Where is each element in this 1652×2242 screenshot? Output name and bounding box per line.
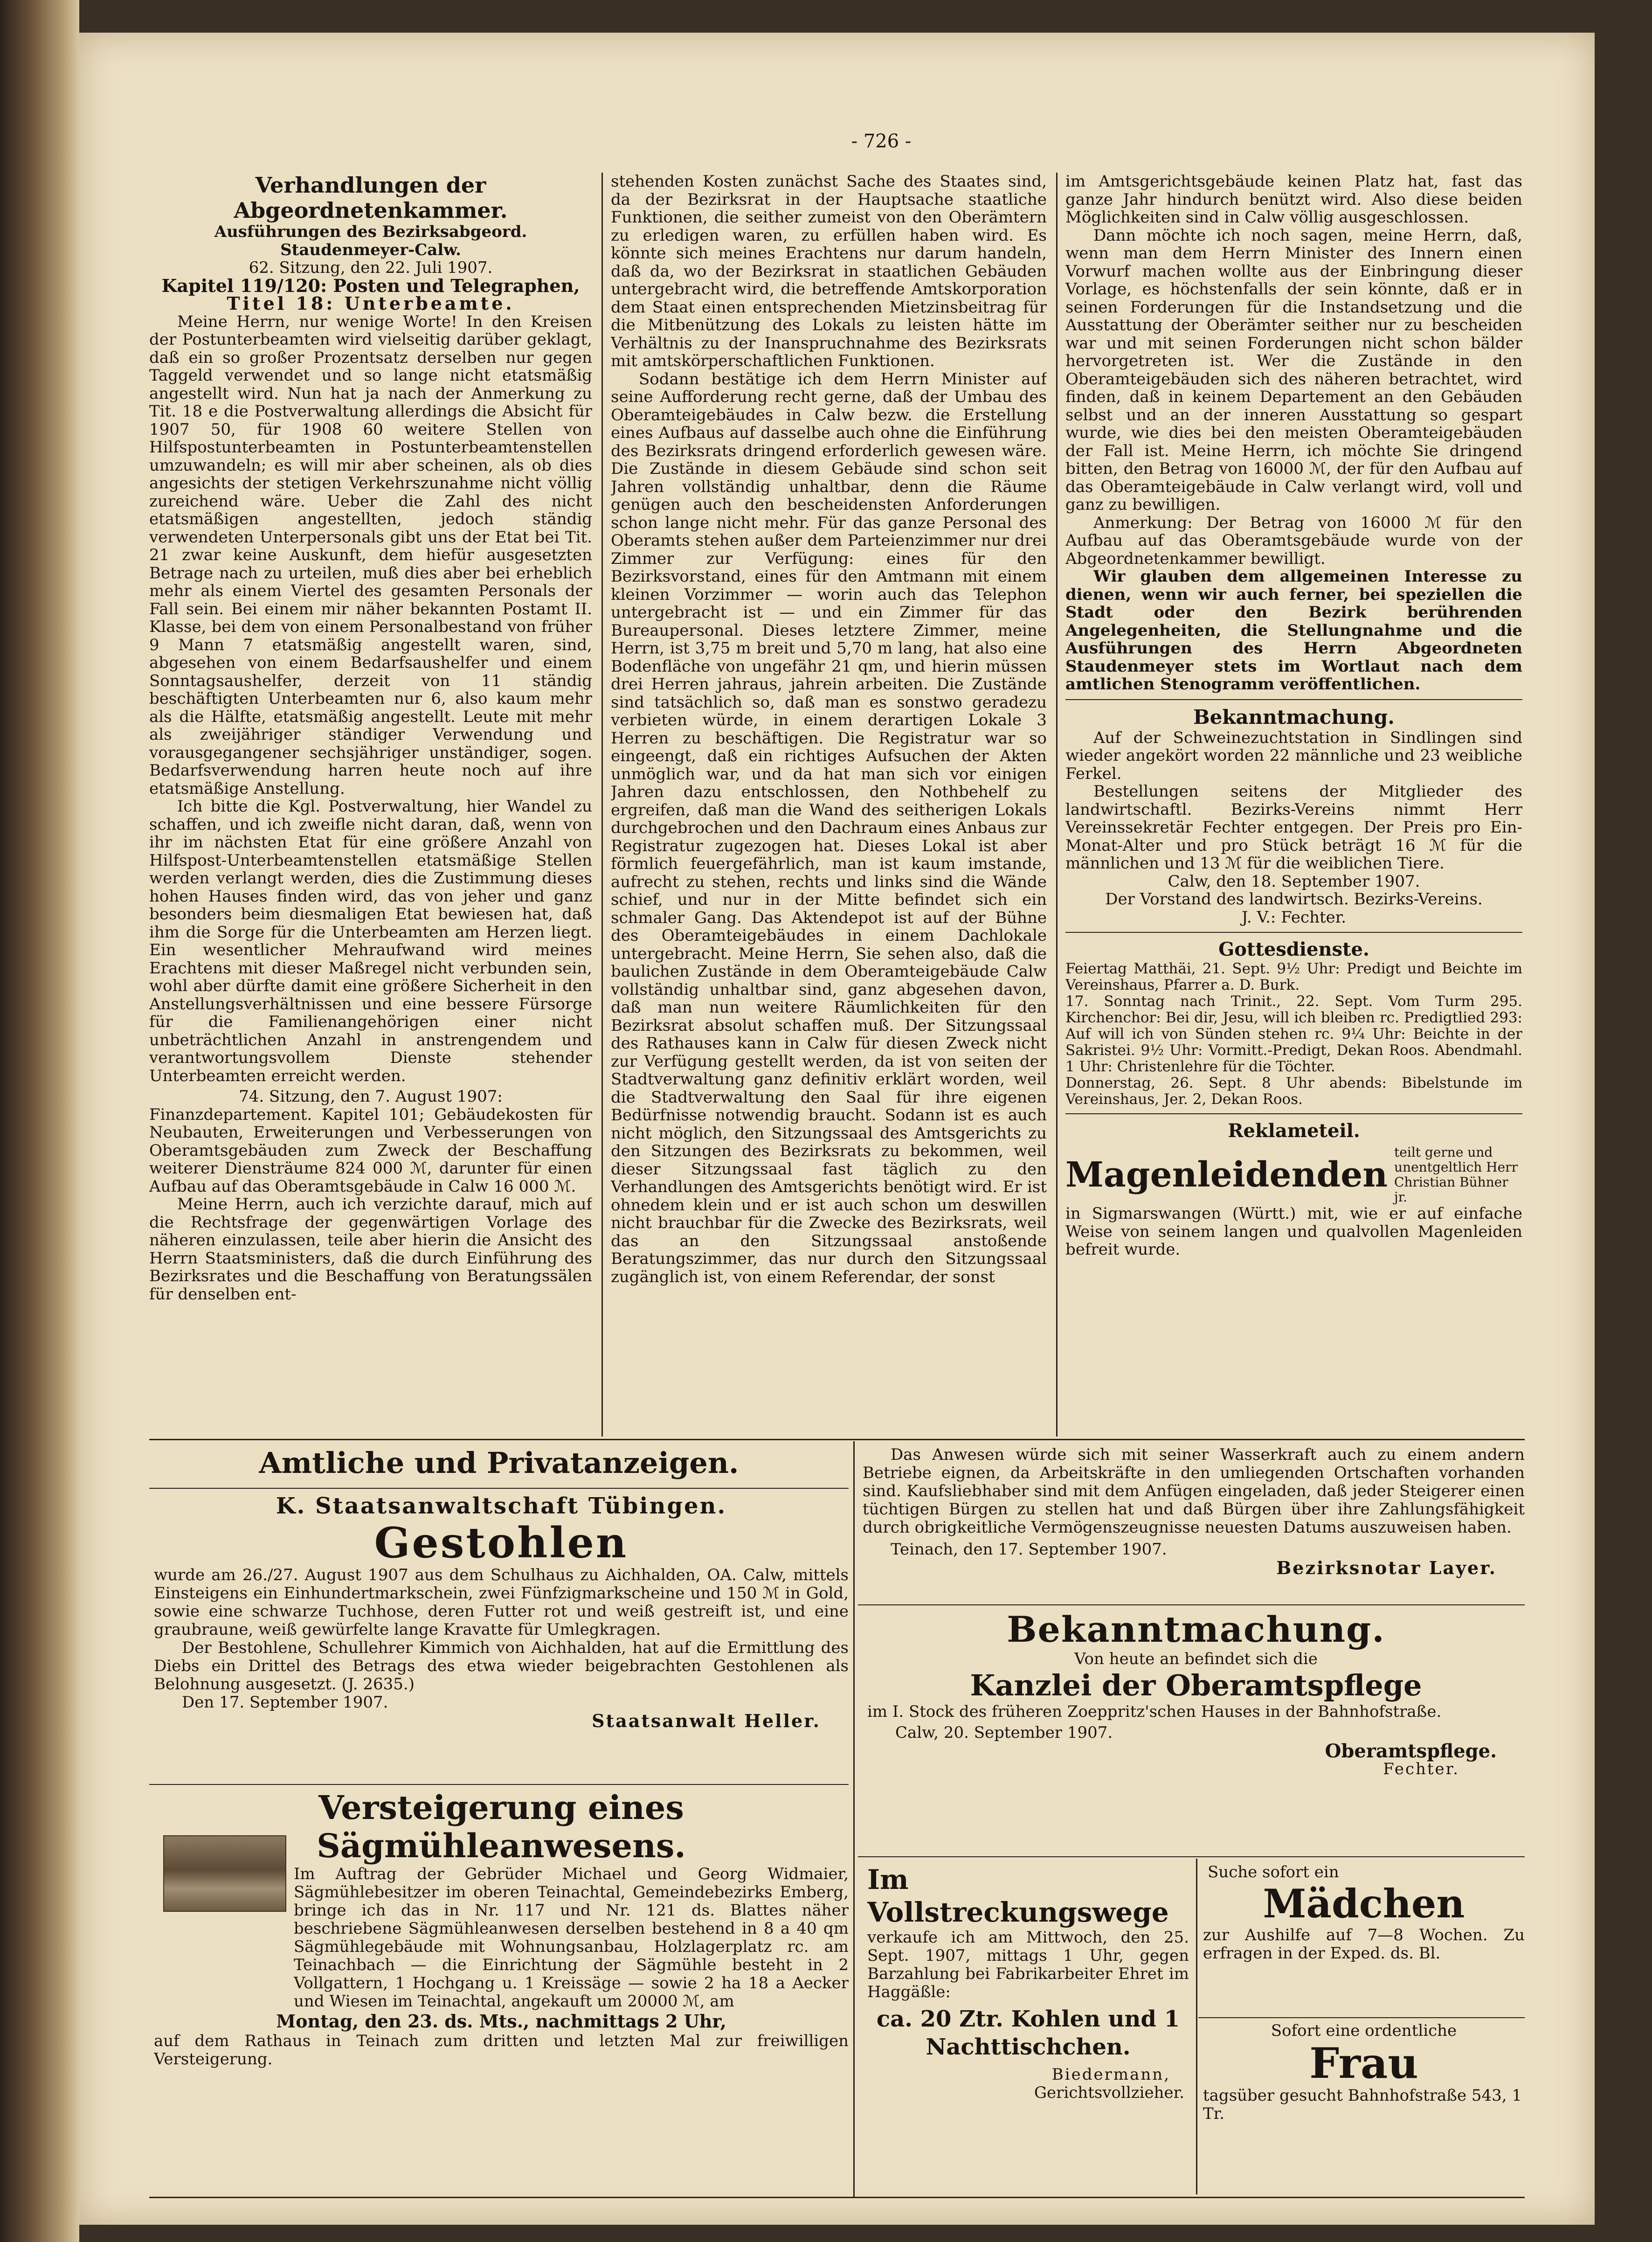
article-heading: Verhandlungen der Abgeordnetenkammer.	[234, 173, 508, 223]
paragraph: in Sigmarswangen (Württ.) mit, wie er auf einfache Weise von seinem langen und qualvollen Magenleiden befreit wurde.	[1065, 1204, 1522, 1259]
paragraph: zur Aushilfe auf 7—8 Wochen. Zu erfragen in der Exped. ds. Bl.	[1203, 1926, 1525, 1963]
session-line: 74. Sitzung, den 7. August 1907:	[239, 1087, 503, 1106]
paragraph: im Amtsgerichtsgebäude keinen Platz hat, fast das ganze Jahr hindurch benützt wird. Also diese beiden Möglichkeiten sind in Calw völlig ausgeschlossen.	[1065, 173, 1522, 227]
paragraph: wurde am 26./27. August 1907 aus dem Schulhaus zu Aichhalden, OA. Calw, mittels Einsteigens ein Einhundertmarkschein, zwei Fünfzigmarkscheine und 150 ℳ in Gold, sowie eine schwarze Tuchhose, deren Futter rot und weiß gestreift ist, und eine graubraune, weiß gewürfelte lange Kravatte für Umlegkragen.	[154, 1566, 849, 1639]
column-2	[611, 173, 1047, 1441]
advert-big: Frau	[1309, 2039, 1418, 2088]
advert-title: Bekanntmachung.	[1007, 1609, 1385, 1650]
advert-line: Von heute an befindet sich die	[1074, 1650, 1318, 1668]
advert-title: Im Vollstreckungswege	[867, 1864, 1169, 1928]
advert-signature: Bezirksnotar Layer.	[1276, 1557, 1497, 1578]
paragraph: Der Bestohlene, Schullehrer Kimmich von Aichhalden, hat auf die Ermittlung des Diebs ein Drittel des Betrags des etwa wieder beigebrachten Gestohlenen als Belohnung ausgesetzt. (J. 2635.)	[154, 1638, 849, 1694]
advert-maedchen	[1203, 1863, 1525, 2017]
column-1	[149, 173, 592, 1441]
note: Anmerkung: Der Betrag von 16000 ℳ für den Aufbau auf das Oberamtsgebäude wurde von der Abgeordnetenkammer bewilligt.	[1065, 513, 1522, 568]
chapter-line: Kapitel 119/120: Posten und Telegraphen,	[161, 275, 580, 296]
divider	[149, 1488, 849, 1489]
divider	[149, 1784, 849, 1785]
column-3	[1065, 173, 1522, 1441]
paragraph: Bestellungen seitens der Mitglieder des landwirtschaftl. Bezirks-Vereins nimmt Herr Vereinssekretär Fechter entgegen. Der Preis pro Ein-Monat-Alter und pro Stück beträgt 16 ℳ für die männlichen und 13 ℳ für die weiblichen Tiere.	[1065, 782, 1522, 873]
article-subheading: Ausführungen des Bezirksabgeord. Staudenmeyer-Calw.	[214, 222, 527, 259]
paragraph: Dann möchte ich noch sagen, meine Herrn, daß, wenn man dem Herrn Minister des Innern einen Vorwurf machen wollte aus der Einbringung dieser Vorlage, es höchstenfalls der sein könnte, daß er in seinen Forderungen für die Instandsetzung und die Ausstattung der Oberämter seither nur zu bescheiden war und mit seinen Forderungen nicht schon bälder hervorgetreten ist. Wer die Zustände in den Oberamteigebäuden sich des näheren betrachtet, wird finden, daß in keinem Departement an den Gebäuden selbst und an der inneren Ausstattung so gespart wurde, wie dies bei den meisten Oberamteigebäuden der Fall ist. Meine Herrn, ich möchte Sie dringend bitten, den Betrag von 16000 ℳ, der für den Aufbau auf das Oberamteigebäude in Calw verlangt wird, voll und ganz zu bewilligen.	[1065, 226, 1522, 514]
ads-column-rule	[853, 1441, 855, 2197]
advert-kanzlei	[867, 1609, 1525, 1852]
notice-date: Calw, den 18. September 1907.	[1168, 872, 1420, 891]
section-rule	[149, 1439, 1525, 1440]
advert-magenleidenden	[1065, 1145, 1522, 1205]
notice-signature: J. V.: Fechter.	[1241, 908, 1347, 927]
advert-big: Kanzlei der Oberamtspflege	[970, 1668, 1422, 1702]
ads-header: Amtliche und Privatanzeigen.	[259, 1446, 739, 1480]
paragraph: tagsüber gesucht Bahnhofstraße 543, 1 Tr.	[1203, 2086, 1522, 2123]
advert-org: K. Staatsanwaltschaft Tübingen.	[276, 1493, 727, 1519]
advert-frau	[1203, 2022, 1525, 2194]
advert-anwesen	[863, 1446, 1525, 1600]
advert-section-title: Reklameteil.	[1228, 1120, 1360, 1142]
divider	[1065, 699, 1522, 700]
paragraph: Meine Herrn, nur wenige Worte! In den Kreisen der Postunterbeamten wird vielseitig darüber geklagt, daß ein so großer Prozentsatz derselben nur gegen Taggeld verwendet und so lange nicht etatsmäßig angestellt wird. Nun hat ja nach der Anmerkung zu Tit. 18 e die Postverwaltung allerdings die Absicht für 1907 50, für 1908 60 weitere Stellen von Hilfspostunterbeamten in Postunterbeamtenstellen umzuwandeln; es will mir aber scheinen, als ob dies angesichts der stetigen Verkehrszunahme nicht völlig zureichend wäre. Ueber die Zahl des nicht etatsmäßigen angestellten, jedoch ständig verwendeten Unterpersonals gibt uns der Etat bei Tit. 21 zwar keine Auskunft, dem hiefür ausgesetzten Betrage nach zu urteilen, muß dies aber bei erheblich mehr als einem Viertel des gesamten Personals der Fall sein. Bei einem mir näher bekannten Postamt II. Klasse, bei dem von einem Personalbestand von früher 9 Mann 7 etatsmäßig angestellt waren, sind, abgesehen von einem Bedarfsaushelfer und einem Sonntagsaushelfer, derzeit von 11 ständig beschäftigten Unterbeamten nur 6, also kaum mehr als die Hälfte, etatsmäßig angestellt. Leute mit mehr als zweijähriger ständiger Verwendung und vorausgegangener sechsjähriger unständiger, sogen. Bedarfsverwendung harren heute noch auf ihre etatsmäßige Anstellung.	[149, 312, 592, 798]
advert-title: Versteigerung eines Sägmühleanwesens.	[317, 1789, 686, 1865]
service-line: Feiertag Matthäi, 21. Sept. 9½ Uhr: Predigt und Beichte im Vereinshaus, Pfarrer a. D. Burk.	[1065, 960, 1522, 993]
advert-big-word: Magenleidenden	[1065, 1155, 1388, 1195]
advert-signature: Biedermann,	[1051, 2065, 1170, 2084]
paragraph: stehenden Kosten zunächst Sache des Staates sind, da der Bezirksrat in der Hauptsache staatliche Funktionen, die seither zumeist von den Oberämtern zu erledigen waren, zu erfüllen haben wird. Es könnte sich meines Erachtens nur darum handeln, daß da, wo der Bezirksrat in staatlichen Gebäuden untergebracht wird, die betreffende Amtskorporation dem Staat einen entsprechenden Mietzinsbeitrag für die Mitbenützung des Lokals zu leisten hätte im Verhältnis zu der Inanspruchnahme des Bezirksrats mit amtskörperschaftlichen Funktionen.	[611, 173, 1047, 370]
service-line: 17. Sonntag nach Trinit., 22. Sept. Vom Turm 295. Kirchenchor: Bei dir, Jesu, will ich bleiben rc. Predigtlied 293: Auf will ich von Sünden stehen rc. 9¼ Uhr: Beichte in der Sakristei. 9½ Uhr: Vormitt.-Predigt, Dekan Roos. Abendmahl. 1 Uhr: Christenlehre für die Töchter.	[1065, 993, 1522, 1075]
advert-stolen	[154, 1492, 849, 1782]
section-rule	[149, 2197, 1525, 2198]
advert-date: Den 17. September 1907.	[182, 1693, 388, 1712]
advert-date: Montag, den 23. ds. Mts., nachmittags 2 Uhr,	[276, 2011, 726, 2032]
divider	[1065, 1113, 1522, 1114]
notice-signature: Der Vorstand des landwirtsch. Bezirks-Vereins.	[1105, 890, 1483, 909]
book-spine	[0, 0, 79, 2242]
paragraph: Finanzdepartement. Kapitel 101; Gebäudekosten für Neubauten, Erweiterungen und Verbesserungen von Oberamtsgebäuden zum Zweck der Beschaffung weiterer Diensträume 824 000 ℳ, darunter für einen Aufbau auf das Oberamtsgebäude in Calw 16 000 ℳ.	[149, 1105, 592, 1196]
advert-signature: Staatsanwalt Heller.	[592, 1710, 821, 1731]
paragraph: Wir glauben dem allgemeinen Interesse zu dienen, wenn wir auch ferner, bei speziellen die Stadt oder den Bezirk berührenden Angelegenheiten, die Stellungnahme und die Ausführungen des Herrn Abgeordneten Staudenmeyer stets im Wortlaut nach dem amtlichen Stenogramm veröffentlichen.	[1065, 567, 1522, 694]
divider	[858, 1604, 1525, 1605]
services-title: Gottesdienste.	[1218, 938, 1369, 960]
title-line: Titel 18: Unterbeamte.	[227, 293, 515, 314]
advert-auction	[154, 1789, 849, 2199]
advert-line: Sofort eine ordentliche	[1271, 2022, 1457, 2040]
ads-inner-rule	[1196, 1859, 1197, 2194]
paragraph: Im Auftrag der Gebrüder Michael und Georg Widmaier, Sägmühlebesitzer im oberen Teinachtal, Gemeindebezirks Emberg, bringe ich das in Nr. 117 und Nr. 121 ds. Blattes näher beschriebene Sägmühleanwesen derselben bestehend in 8 a 40 qm Sägmühlegebäude mit Wohnungsanbau, Holzlagerplatz rc. am Teinachbach — die Einrichtung der Sägmühle besteht in 2 Vollgattern, 1 Hochgang u. 1 Kreissäge — sowie 2 ha 18 a Aecker und Wiesen im Teinachtal, angekauft um 20000 ℳ, am	[294, 1865, 849, 2011]
paragraph: verkaufe ich am Mittwoch, den 25. Sept. 1907, mittags 1 Uhr, gegen Barzahlung bei Fabrikarbeiter Ehret im Haggäßle:	[867, 1928, 1189, 2001]
page-number: - 726 -	[851, 131, 912, 152]
paragraph: Meine Herrn, auch ich verzichte darauf, mich auf die Rechtsfrage der gegenwärtigen Vorlage des näheren einzulassen, teile aber hierin die Ansicht des Herrn Staatsministers, daß die durch Einführung des Bezirksrates und die Beschaffung von Beratungssälen für denselben ent-	[149, 1195, 592, 1304]
advert-vollstreckung	[867, 1863, 1189, 2190]
divider	[858, 1856, 1525, 1857]
paragraph: Auf der Schweinezuchtstation in Sindlingen sind wieder angekört worden 22 männliche und 23 weibliche Ferkel.	[1065, 728, 1522, 783]
sawmill-illustration	[163, 1835, 286, 1912]
newspaper-page	[79, 33, 1595, 2225]
advert-date: Teinach, den 17. September 1907.	[891, 1540, 1167, 1559]
advert-signature: Gerichtsvollzieher.	[1034, 2083, 1184, 2102]
column-rule	[1056, 173, 1058, 1437]
paragraph: Ich bitte die Kgl. Postverwaltung, hier Wandel zu schaffen, und ich zweifle nicht daran, daß, wenn von ihr im nächsten Etat für eine größere Anzahl von Hilfspost-Unterbeamtenstellen etatsmäßige Stellen werden verlangt werden, dies die Zustimmung dieses hohen Hauses finden wird, das von jeher und ganz besonders beim diesmaligen Etat bewiesen hat, daß ihm die Sorge für die Unterbeamten am Herzen liegt. Ein wesentlicher Mehraufwand wird meines Erachtens mit dieser Maßregel nicht verbunden sein, wohl aber dürfte damit eine größere Sicherheit in den Anstellungsverhältnissen und eine bessere Fürsorge für die Familienangehörigen einer nicht unbeträchtlichen Anzahl in anstrengendem und verantwortungsvollem Dienste stehender Unterbeamten erreicht werden.	[149, 797, 592, 1085]
column-rule	[601, 173, 603, 1437]
notice-title: Bekanntmachung.	[1193, 705, 1395, 729]
paragraph: im I. Stock des früheren Zoeppritz'schen Hauses in der Bahnhofstraße.	[867, 1702, 1442, 1721]
paragraph: Sodann bestätige ich dem Herrn Minister auf seine Aufforderung recht gerne, daß der Umbau des Oberamteigebäudes in Calw bezw. die Erstellung eines Aufbaus auf dasselbe auch ohne die Einführung des Bezirksrats dringend erforderlich gewesen wäre. Die Zustände in diesem Gebäude sind schon seit Jahren vollständig unhaltbar, denn die Räume genügen auch den bescheidensten Anforderungen schon lange nicht mehr. Für das ganze Personal des Oberamts stehen außer dem Parteienzimmer nur drei Zimmer zur Verfügung: eines für den Bezirksvorstand, eines für den Amtmann mit einem kleinen Vorzimmer — worin auch das Telephon untergebracht ist — und ein Zimmer für das Bureaupersonal. Dieses letztere Zimmer, meine Herrn, ist 3,75 m breit und 5,70 m lang, hat also eine Bodenfläche von ungefähr 21 qm, und hierin müssen drei Herren jahraus, jahrein arbeiten. Die Zustände sind tatsächlich so, daß man es sonstwo geradezu verbieten würde, in einem derartigen Lokale 3 Herren zu beschäftigen. Die Registratur war so eingeengt, daß ein richtiges Aufsuchen der Akten unmöglich war, und da hat man sich vor einigen Jahren dazu entschlossen, den Nothbehelf zu ergreifen, daß man die Wand des seitherigen Lokals durchgebrochen und den Dachraum eines Anbaus zur Registratur zugezogen hat. Dieses Lokal ist aber förmlich feuergefährlich, man ist kaum imstande, aufrecht zu stehen, rechts und links sind die Wände schief, und nur in der Mitte befindet sich ein schmaler Gang. Das Aktendepot ist auf der Bühne des Oberamteigebäudes in einem Dachlokale untergebracht. Meine Herrn, Sie sehen also, daß die baulichen Zustände in dem Oberamteigebäude Calw vollständig unhaltbar sind, ganz abgesehen davon, daß man nun weitere Räumlichkeiten für den Bezirksrat absolut schaffen muß. Der Sitzungssaal des Rathauses kann in Calw für diesen Zweck nicht zur Verfügung gestellt werden, da ist von seiten der Stadtverwaltung ganz definitiv erklärt worden, weil die Stadtverwaltung den Saal für ihre eigenen Bedürfnisse notwendig braucht. Sodann ist es auch nicht möglich, den Sitzungssaal des Amtsgerichts zu den Sitzungen des Bezirksrats zu bekommen, weil dieser Sitzungssaal fast täglich zu den Verhandlungen des Amtsgerichts benötigt wird. Er ist ohnedem klein und er ist auch schon um deswillen nicht brauchbar für die Zwecke des Bezirksrats, weil das an den Sitzungssaal anstoßende Beratungszimmer, das nur durch den Sitzungssaal zugänglich ist, von einem Referendar, der sonst	[611, 369, 1047, 1286]
advert-date: Calw, 20. September 1907.	[895, 1723, 1113, 1742]
advert-title: Gestohlen	[374, 1518, 629, 1568]
advert-signature: Fechter.	[1383, 1760, 1459, 1778]
paragraph: auf dem Rathaus in Teinach zum dritten und letzten Mal zur freiwilligen Versteigerung.	[154, 2032, 849, 2068]
advert-big: Mädchen	[1263, 1881, 1465, 1927]
divider	[1198, 2017, 1525, 2018]
advert-side-text: teilt gerne und unentgeltlich Herr Christian Bühner jr.	[1394, 1145, 1518, 1205]
divider	[1065, 932, 1522, 933]
paragraph: Das Anwesen würde sich mit seiner Wasserkraft auch zu einem andern Betriebe eignen, da Arbeitskräfte in den umliegenden Ortschaften vorhanden sind. Kaufsliebhaber sind mit dem Anfügen eingeladen, daß jeder Steigerer einen tüchtigen Bürgen zu stellen hat und daß Bürgen über ihre Zahlungsfähigkeit durch obrigkeitliche Vermögenszeugnisse neuesten Datums auszuweisen haben.	[863, 1446, 1525, 1537]
advert-signature: Oberamtspflege.	[1325, 1740, 1497, 1762]
advert-line: Suche sofort ein	[1208, 1863, 1339, 1881]
advert-items: ca. 20 Ztr. Kohlen und 1 Nachttischchen.	[876, 2006, 1180, 2060]
session-line: 62. Sitzung, den 22. Juli 1907.	[249, 258, 493, 277]
service-line: Donnerstag, 26. Sept. 8 Uhr abends: Bibelstunde im Vereinshaus, Jer. 2, Dekan Roos.	[1065, 1075, 1522, 1108]
